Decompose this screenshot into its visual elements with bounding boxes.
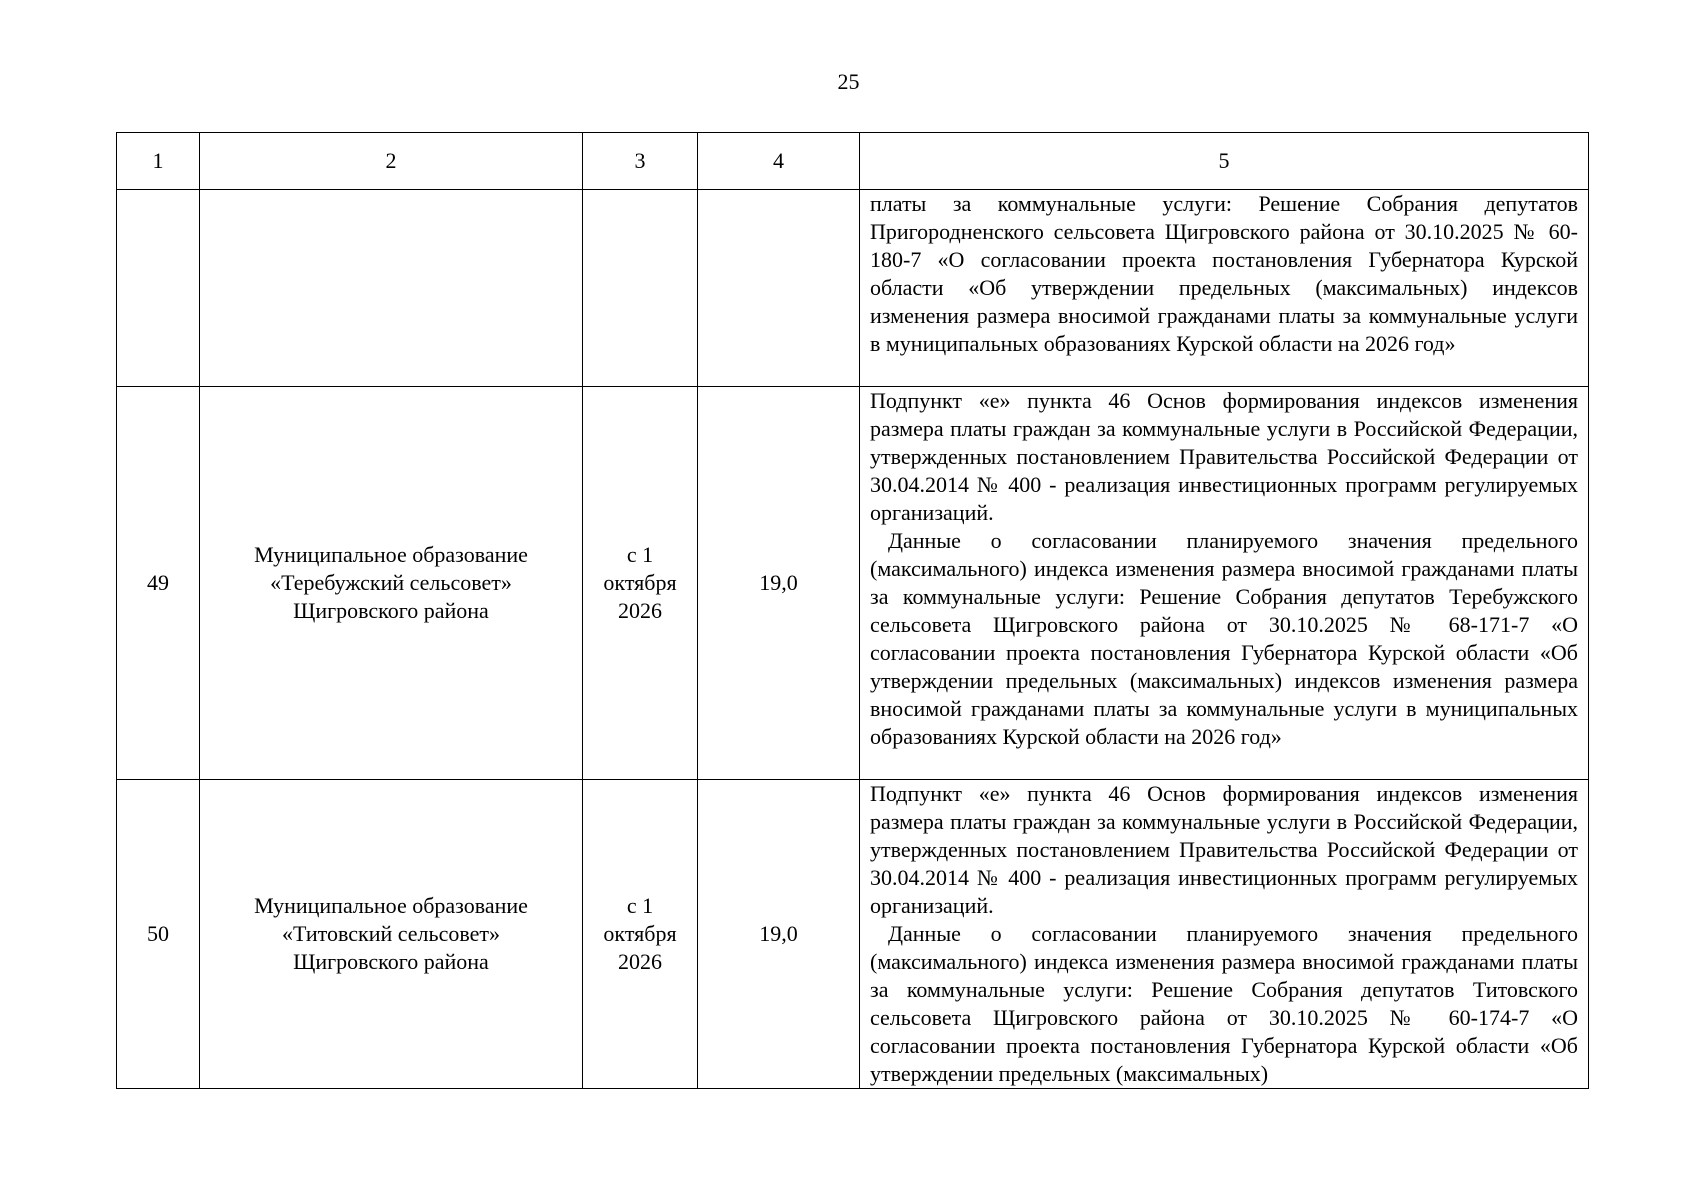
page-number: 25: [837, 69, 860, 94]
index-value: 19,0: [698, 780, 860, 1089]
municipality-name-line: «Титовский сельсовет»: [282, 921, 500, 946]
municipality-name-line: Муниципальное образование: [254, 542, 528, 567]
municipality-name-line: Щигровского района: [293, 598, 489, 623]
column-header-3: 3: [583, 133, 698, 190]
table-row-continuation: [117, 190, 1589, 387]
municipality-name-line: Муниципальное образование: [254, 893, 528, 918]
row-number: 49: [117, 387, 200, 780]
basis-paragraph: Данные о согласовании планируемого значения предельного (максимального) индекса изменения размера вносимой гражданами платы за коммунальные услуги: Решение Собрания депутатов Титовского сельсовета Щигровского района от 30.10.2025 № 60-174-7 «О согласовании проекта постановления Губернатора Курской области «Об утверждении предельных (максимальных): [870, 921, 1578, 1086]
municipality-name: [200, 780, 583, 1089]
basis-cell: [860, 387, 1589, 780]
table-row: [117, 780, 1589, 1089]
basis-paragraph: Данные о согласовании планируемого значения предельного (максимального) индекса изменения размера вносимой гражданами платы за коммунальные услуги: Решение Собрания депутатов Теребужского сельсовета Щигровского района от 30.10.2025 № 68-171-7 «О согласовании проекта постановления Губернатора Курской области «Об утверждении предельных (максимальных) индексов изменения размера вносимой гражданами платы за коммунальные услуги в муниципальных образованиях Курской области на 2026 год»: [870, 528, 1578, 749]
date-line: октября: [603, 570, 677, 595]
date-line: 2026: [618, 949, 662, 974]
basis-cell: [860, 190, 1589, 387]
effective-date: [583, 387, 698, 780]
column-header-5: 5: [860, 133, 1589, 190]
effective-date: [583, 780, 698, 1089]
municipality-name-line: Щигровского района: [293, 949, 489, 974]
table-header-row: [117, 133, 1589, 190]
date-line: с 1: [626, 893, 654, 918]
data-table: [116, 132, 1589, 1089]
empty-cell: [117, 190, 200, 387]
municipality-name-line: «Теребужский сельсовет»: [270, 570, 512, 595]
empty-cell: [200, 190, 583, 387]
column-header-2: 2: [200, 133, 583, 190]
empty-cell: [583, 190, 698, 387]
municipality-name: [200, 387, 583, 780]
basis-paragraph: Подпункт «е» пункта 46 Основ формирования индексов изменения размера платы граждан за коммунальные услуги в Российской Федерации, утвержденных постановлением Правительства Российской Федерации от 30.04.2014 № 400 - реализация инвестиционных программ регулируемых организаций.: [870, 388, 1578, 525]
row-number: 50: [117, 780, 200, 1089]
basis-paragraph: Подпункт «е» пункта 46 Основ формирования индексов изменения размера платы граждан за коммунальные услуги в Российской Федерации, утвержденных постановлением Правительства Российской Федерации от 30.04.2014 № 400 - реализация инвестиционных программ регулируемых организаций.: [870, 781, 1578, 918]
date-line: с 1: [626, 542, 654, 567]
empty-cell: [698, 190, 860, 387]
column-header-4: 4: [698, 133, 860, 190]
basis-continuation-text: платы за коммунальные услуги: Решение Собрания депутатов Пригородненского сельсовета Щигровского района от 30.10.2025 № 60-180-7 «О согласовании проекта постановления Губернатора Курской области «Об утверждении предельных (максимальных) индексов изменения размера вносимой гражданами платы за коммунальные услуги в муниципальных образованиях Курской области на 2026 год»: [870, 191, 1578, 356]
index-value: 19,0: [698, 387, 860, 780]
column-header-1: 1: [117, 133, 200, 190]
date-line: октября: [603, 921, 677, 946]
basis-cell: [860, 780, 1589, 1089]
date-line: 2026: [618, 598, 662, 623]
table-row: [117, 387, 1589, 780]
